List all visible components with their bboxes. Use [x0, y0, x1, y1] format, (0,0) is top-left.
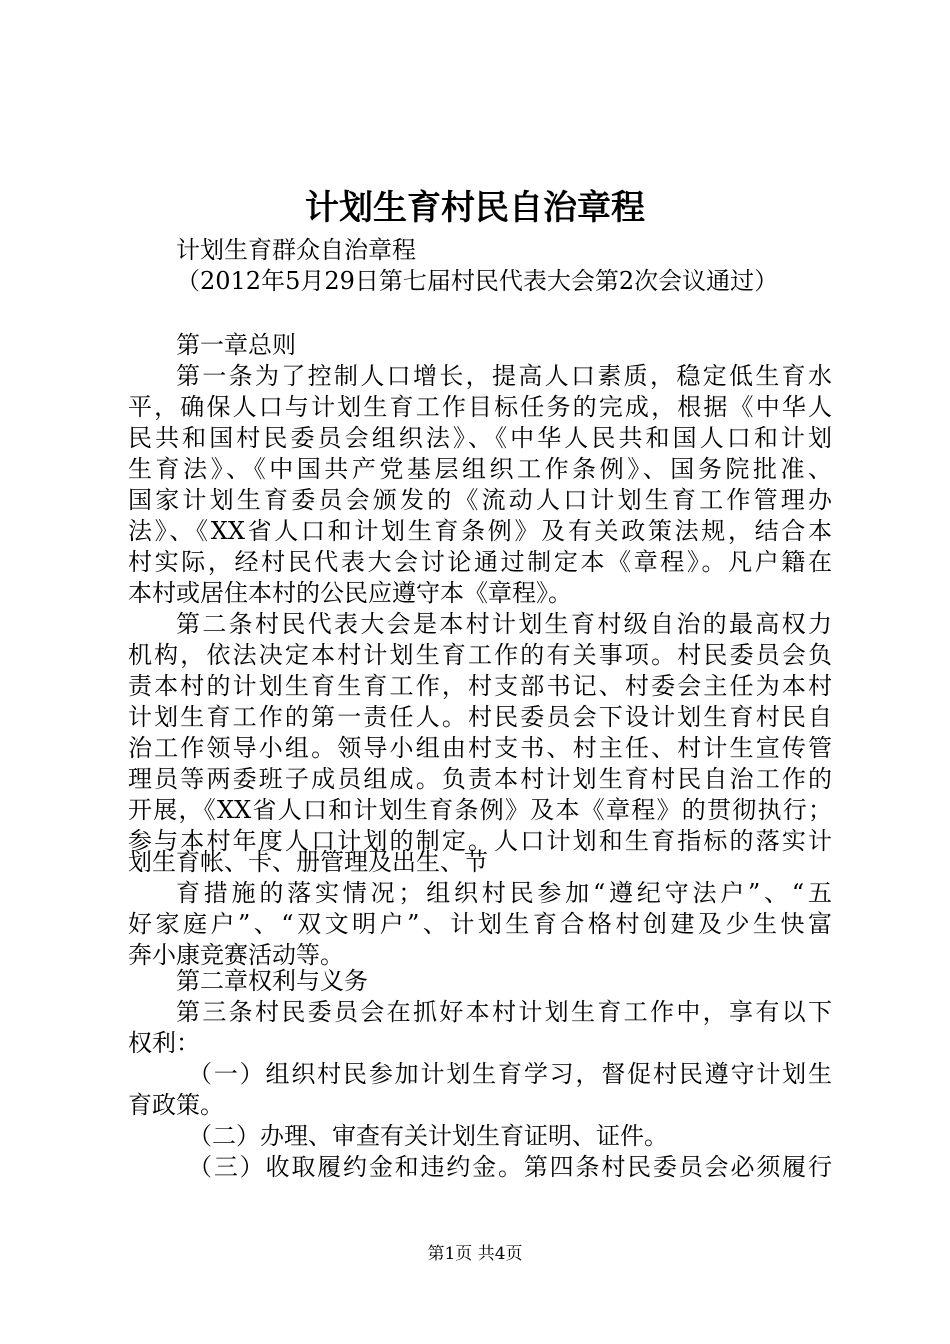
text-line: 平，确保人口与计划生育工作目标任务的完成，根据《中华人	[128, 393, 832, 421]
list-item: （一）组织村民参加计划生育学习，督促村民遵守计划生	[188, 1060, 832, 1088]
text-line: 本村或居住本村的公民应遵守本《章程》。	[128, 579, 572, 607]
document-title: 计划生育村民自治章程	[305, 188, 645, 228]
chapter-heading: 第一章总则	[176, 331, 296, 359]
text-line: 计划生育工作的第一责任人。村民委员会下设计划生育村民自	[128, 703, 832, 731]
text-line: 生育法》、《中国共产党基层组织工作条例》、国务院批准、	[128, 455, 832, 483]
text-line: 育措施的落实情况；组织村民参加“遵纪守法户”、“五	[176, 879, 832, 907]
adoption-note-line: （2012年5月29日第七届村民代表大会第2次会议通过）	[176, 267, 779, 295]
subtitle-line: 计划生育群众自治章程	[176, 236, 416, 264]
text-line: 民共和国村民委员会组织法》、《中华人民共和国人口和计划	[128, 424, 832, 452]
text-line: 机构，依法决定本村计划生育工作的有关事项。村民委员会负	[128, 641, 832, 669]
text-line: 参与本村年度人口计划的制定。人口计划和生育指标的落实计	[128, 827, 832, 855]
text-line: 治工作领导小组。领导小组由村支书、村主任、村计生宣传管	[128, 734, 832, 762]
text-line: 理员等两委班子成员组成。负责本村计划生育村民自治工作的	[128, 765, 832, 793]
text-line: 第一条为了控制人口增长，提高人口素质，稳定低生育水	[176, 362, 832, 390]
text-line: 第二条村民代表大会是本村计划生育村级自治的最高权力	[176, 610, 832, 638]
text-line: 第三条村民委员会在抓好本村计划生育工作中，享有以下	[176, 998, 832, 1026]
list-item: （二）办理、审查有关计划生育证明、证件。	[188, 1122, 668, 1150]
text-line: 国家计划生育委员会颁发的《流动人口计划生育工作管理办	[128, 486, 832, 514]
text-line: 开展，《XX省人口和计划生育条例》及本《章程》的贯彻执行；	[128, 796, 832, 824]
text-line: 好家庭户”、“双文明户”、计划生育合格村创建及少生快富	[128, 910, 832, 938]
page-footer: 第1页 共4页	[427, 1244, 523, 1264]
chapter-heading: 第二章权利与义务	[176, 967, 368, 995]
text-line: 责本村的计划生育生育工作，村支部书记、村委会主任为本村	[128, 672, 832, 700]
text-line: 法》、《XX省人口和计划生育条例》及有关政策法规，结合本	[128, 517, 832, 545]
text-line: 村实际，经村民代表大会讨论通过制定本《章程》。凡户籍在	[128, 548, 832, 576]
list-item-continuation: 育政策。	[128, 1091, 224, 1119]
text-line: 权利：	[128, 1029, 200, 1057]
list-item: （三）收取履约金和违约金。第四条村民委员会必须履行	[188, 1153, 832, 1181]
text-line: 奔小康竞赛活动等。	[128, 941, 344, 969]
text-line: 划生育帐、卡、册管理及出生、节	[128, 848, 488, 876]
